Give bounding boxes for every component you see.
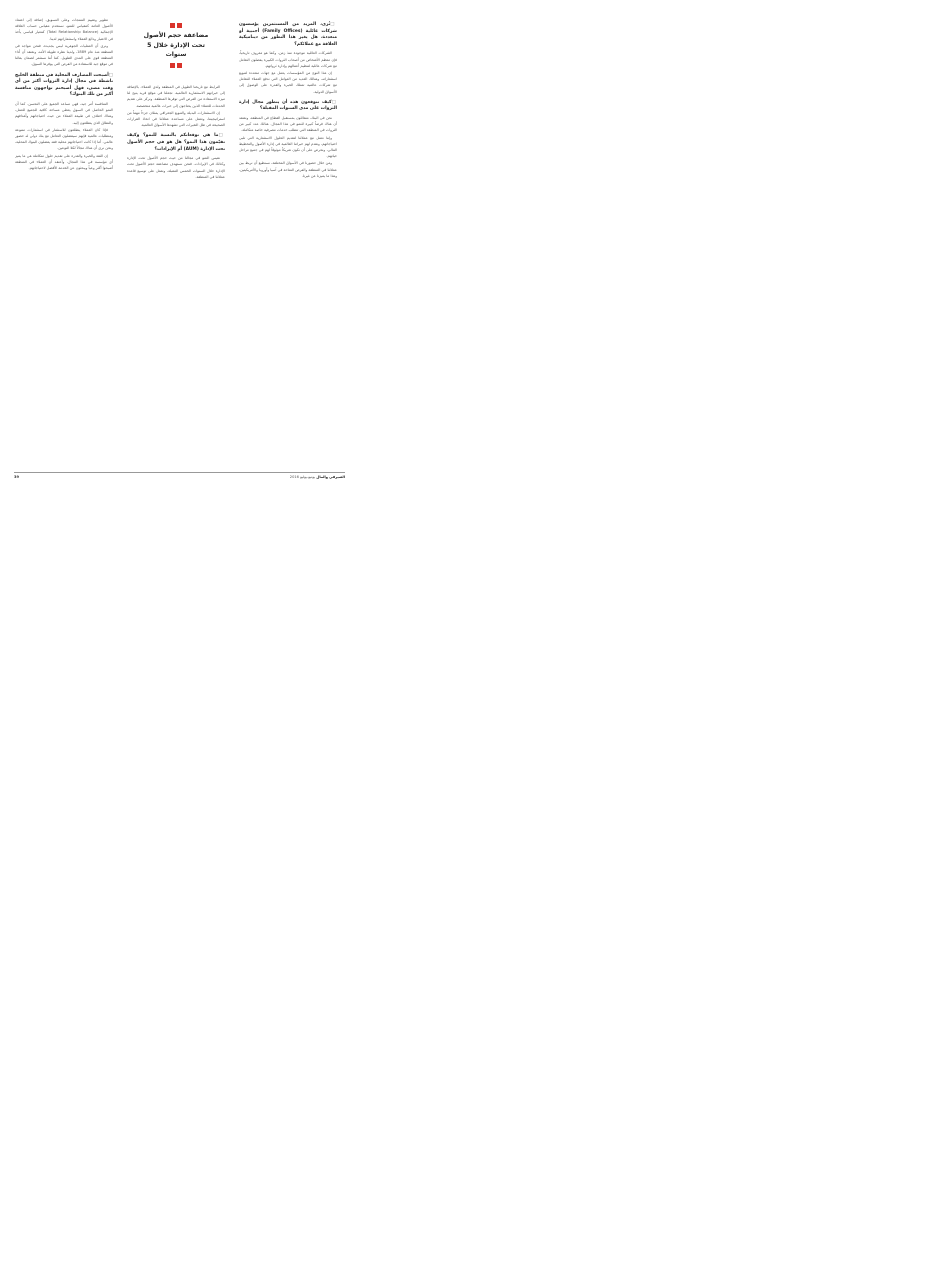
body-paragraph: نحن في البنك، متفائلون بمستقبل القطاع في المنطقة، ونعتقد أن هناك فرصاً كبيرة للنمو في هذا المجال. هنالك عدد كبير من الثروات في المنطقة التي تتطلب خدمات مصرفية خاصة متكاملة.	[239, 115, 337, 133]
text-column-left	[15, 17, 113, 172]
body-paragraph: المنافسة أمر جيد، فهي تساعد الجميع على التحسن. كما أن النمو الحاصل في السوق يعطي مساحة كافية للجميع للعمل، وهناك اختلاف في طبيعة العملاء من حيث احتياجاتهم وأهدافهم والنطاق الذي يتطلعون إليه.	[15, 102, 113, 125]
body-paragraph: إن الاستثمارات البديلة والتنويع الجغرافي يمثلان جزءاً مهماً من استراتيجيتنا، ونعمل على مساعدة عملائنا في اتخاذ القرارات الصحيحة في ظل التغيرات التي تشهدها الأسواق العالمية.	[127, 110, 225, 128]
headline-block	[138, 20, 214, 71]
body-paragraph: نقيس النمو في مجالنا من حيث حجم الأصول تحت الإدارة وكذلك في الإيرادات. فنحن نستهدف مضاعفة حجم الأصول تحت الإدارة خلال السنوات الخمس المقبلة، ونعمل على توسيع قاعدة عملائنا في المنطقة.	[127, 156, 225, 179]
body-paragraph: وإننا نعمل مع عملائنا لتقديم الحلول الاستثمارية التي تلبي احتياجاتهم، ونقدم لهم خبراتنا العالمية في إدارة الأصول والتخطيط المالي، ونحرص على أن نكون شريكاً موثوقاً لهم في جميع مراحل حياتهم.	[239, 135, 337, 159]
body-paragraph: تطوير وتقييم المنتجات وعلى التسويق، إضافة إلى اعتماد الأصول العامة كمقياس للنمو، نستخدم مقياس حساب العلاقة الإجمالية (Total Relationship Balance) كمعيار قياسي يأخذ في الاعتبار ودائع العملاء واستثماراتهم لدينا.	[15, 18, 113, 41]
body-paragraph: ومن خلال حضورنا في الأسواق المختلفة، نستطيع أن نربط بين عملائنا في المنطقة والفرص المتاحة في آسيا وأوروبا والأمريكيتين، وهذا ما يميزنا عن غيرنا.	[239, 161, 337, 178]
page-footer	[14, 472, 345, 479]
decor-marks-bottom	[138, 63, 214, 68]
body-paragraph: ونرى أن العمليات الجوهرية ليس بجديدة، فنحن نتواجد في المنطقة منذ عام 1889، ولدينا نظرة طويلة الأمد، ونعتقد أن أداء المنطقة قوي على المدى الطويل. كما أننا نستثمر لضمان بقائنا في موقع جيد للاستفادة من الفرص التي يوفرها السوق.	[15, 43, 113, 67]
text-column-middle	[127, 84, 225, 181]
text-column-right	[239, 17, 337, 180]
body-paragraph: إن الثقة والخبرة والقدرة على تقديم حلول متكاملة هي ما يميز أي مؤسسة في هذا المجال، وأعتقد أن العملاء في المنطقة أصبحوا أكثر وعياً ويبحثون عن الخدمة الأفضل لاحتياجاتهم.	[15, 153, 113, 171]
body-paragraph: الترابط مع تاريخنا الطويل في المنطقة ولدى العملاء، بالإضافة إلى خبراتهم الاستثمارية العالمية، تجعلنا في موقع فريد يتيح لنا ميزة الاستفادة من الفرص التي توفرها المنطقة. ونركز على تقديم الخدمات للعملاء الذين يحتاجون إلى خبرات عالمية متخصصة.	[127, 85, 225, 108]
page-number: 39	[14, 475, 20, 479]
interview-question: □ ما هي توقعاتكم بالنسبة للنمو؟ وكيف تقيّمون هذا النمو؟ هل هو في حجم الأصول تحت الإدارة (AUM) أم الإيرادات؟	[127, 133, 225, 153]
interview-question: □ تُرى، المزيد من المستثمرين يؤسسون شركات عائلية (Family Offices) أجنبية أو متعددة، هل يغير هذا التطور من ديناميكية العلاقة مع عملائكم؟	[239, 22, 337, 48]
body-paragraph: الشركات العائلية موجودة منذ زمن، وكما هو معروف تاريخياً، فإن معظم الأشخاص من أصحاب الثروات الكبيرة يفضلون التعامل مع شركات عائلية لتنظيم أعمالهم وإدارة ثرواتهم.	[239, 51, 337, 68]
article-headline: مضاعفة حجم الأصول تحت الإدارة خلال 5 سنوات	[143, 32, 209, 58]
body-paragraph: فإذا كان العملاء يتطلعون للاستثمار في استثمارات متنوعة ومتطلبات عالمية فإنهم سيفضلون التعامل مع بنك دولي له حضور عالمي. أما إذا كانت احتياجاتهم محلية فقد يفضلون البنوك المحلية، ونحن نرى أن هناك مجالاً لكلا النوعين.	[15, 127, 113, 151]
decor-marks-top	[138, 23, 214, 28]
issue-date: يونيو-يوليو 2016	[289, 475, 316, 479]
interview-question: □ أصبحت المصارف المحلية في منطقة الخليج ناشطة في مجال إدارة الثروات أكثر من أي وقت مضى، فهل أصبحتم تواجهون منافسة أكبر من تلك البنوك؟	[15, 73, 113, 99]
publication-line	[290, 475, 345, 479]
publication-name: الصيرفي والمال	[316, 475, 345, 479]
interview-question: □ كيف تتوقعون هذه أن يتطور مجال إدارة الثروات على مدى السنوات المقبلة؟	[239, 100, 337, 113]
body-paragraph: إن هذا النوع من المؤسسات يعمل مع جهات متعددة لتنويع استثماراته، وهنالك العديد من العوامل التي تدفع العملاء للتعامل مع شركات عالمية تمتلك الخبرة والقدرة على الوصول إلى الأسواق الدولية.	[239, 70, 337, 94]
